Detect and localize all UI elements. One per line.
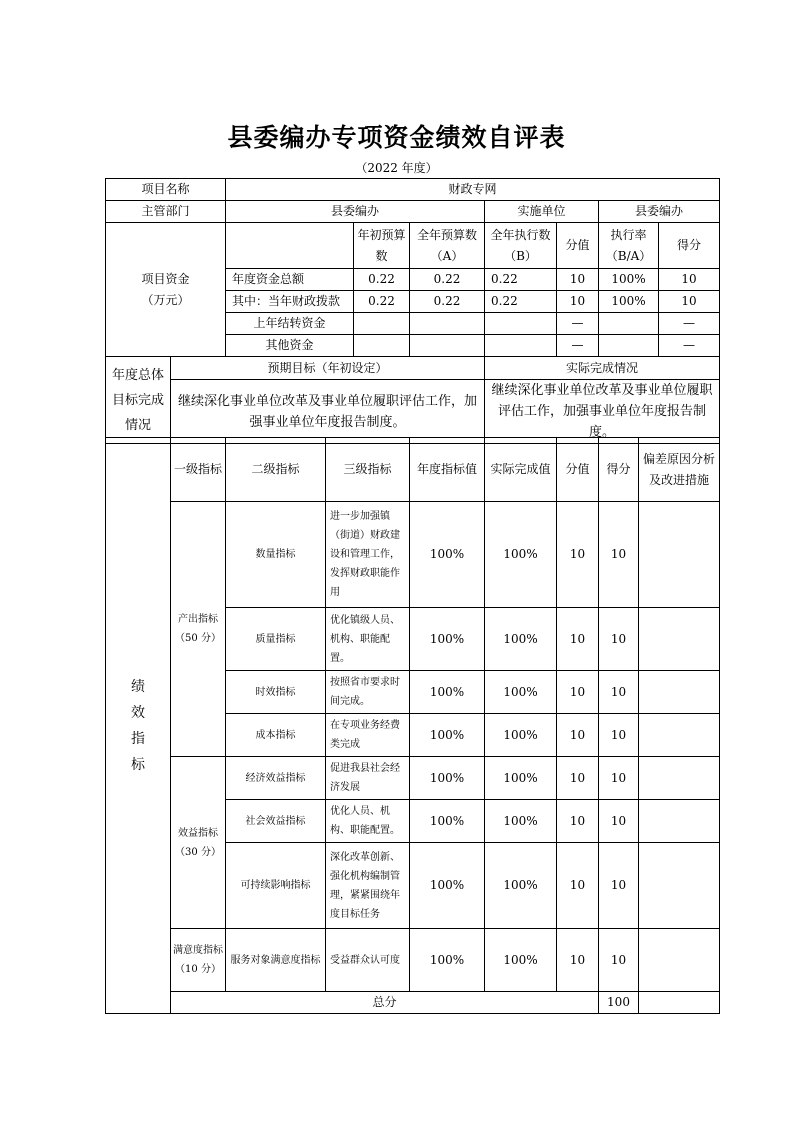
target-cell: 100% [410, 929, 485, 992]
header-level3: 三级指标 [326, 438, 410, 502]
annual-goals-label: 年度总体目标完成情况 [106, 357, 171, 444]
funds-header: 全年执行数（B） [485, 223, 557, 269]
funds-label [106, 223, 226, 357]
funds-header: 分值 [557, 223, 599, 269]
project-name-value: 财政专网 [226, 179, 720, 201]
target-cell: 100% [410, 714, 485, 757]
funds-label-line2: （万元） [141, 292, 190, 307]
score-cell: 10 [599, 843, 639, 929]
funds-cell [410, 335, 485, 357]
expected-goal-label: 预期目标（年初设定） [171, 357, 485, 380]
level3-cell: 受益群众认可度 [326, 929, 410, 992]
actual-cell: 100% [485, 608, 557, 671]
target-cell: 100% [410, 843, 485, 929]
expected-goal-text: 继续深化事业单位改革及事业单位履职评估工作，加强事业单位年度报告制度。 [171, 380, 485, 444]
score-cell: 10 [599, 929, 639, 992]
dept-value: 县委编办 [226, 201, 485, 223]
funds-row-name: 其他资金 [226, 335, 354, 357]
group-benefit-label: 效益指标（30 分） [171, 757, 226, 929]
score-cell: 10 [599, 671, 639, 714]
score-cell: 10 [599, 800, 639, 843]
actual-cell: 100% [485, 502, 557, 608]
project-info-table [105, 178, 720, 444]
header-level2: 二级指标 [226, 438, 326, 502]
funds-cell: 10 [557, 291, 599, 313]
target-cell: 100% [410, 757, 485, 800]
dept-label: 主管部门 [106, 201, 226, 223]
impl-unit-value: 县委编办 [599, 201, 720, 223]
header-level1: 一级指标 [171, 438, 226, 502]
funds-cell [485, 313, 557, 335]
funds-cell: — [557, 335, 599, 357]
level2-cell: 社会效益指标 [226, 800, 326, 843]
actual-result-text: 继续深化事业单位改革及事业单位履职评估工作，加强事业单位年度报告制度。 [485, 380, 720, 444]
funds-cell: — [659, 313, 720, 335]
level2-cell: 可持续影响指标 [226, 843, 326, 929]
funds-header: 执行率（B/A） [599, 223, 659, 269]
page-title: 县委编办专项资金绩效自评表 [227, 123, 566, 152]
score-cell: 10 [599, 714, 639, 757]
actual-cell: 100% [485, 757, 557, 800]
funds-cell [599, 313, 659, 335]
funds-cell: 0.22 [354, 269, 410, 291]
funds-label-line1: 项目资金 [141, 271, 190, 286]
funds-cell: 0.22 [485, 291, 557, 313]
funds-cell: 0.22 [410, 291, 485, 313]
actual-cell: 100% [485, 671, 557, 714]
total-label: 总分 [171, 992, 599, 1014]
group-satisfaction-label: 满意度指标（10 分） [171, 929, 226, 992]
deviation-cell [639, 843, 720, 929]
header-target: 年度指标值 [410, 438, 485, 502]
actual-cell: 100% [485, 800, 557, 843]
funds-row-name: 年度资金总额 [226, 269, 354, 291]
actual-cell: 100% [485, 714, 557, 757]
level3-cell: 优化人员、机构、职能配置。 [326, 800, 410, 843]
funds-cell: 10 [659, 269, 720, 291]
funds-header-blank [226, 223, 354, 269]
total-score-blank [639, 992, 720, 1014]
deviation-cell [639, 800, 720, 843]
funds-cell: — [659, 335, 720, 357]
actual-result-label: 实际完成情况 [485, 357, 720, 380]
level2-cell: 成本指标 [226, 714, 326, 757]
actual-cell: 100% [485, 929, 557, 992]
funds-cell [485, 335, 557, 357]
value-cell: 10 [557, 714, 599, 757]
level3-cell: 促进我县社会经济发展 [326, 757, 410, 800]
funds-row-name: 上年结转资金 [226, 313, 354, 335]
value-cell: 10 [557, 502, 599, 608]
group-output-label: 产出指标（50 分） [171, 502, 226, 757]
level2-cell: 数量指标 [226, 502, 326, 608]
value-cell: 10 [557, 929, 599, 992]
level2-cell: 时效指标 [226, 671, 326, 714]
score-cell: 10 [599, 502, 639, 608]
actual-cell: 100% [485, 843, 557, 929]
target-cell: 100% [410, 608, 485, 671]
level3-cell: 深化改革创新、强化机构编制管理，紧紧围绕年度目标任务 [326, 843, 410, 929]
value-cell: 10 [557, 757, 599, 800]
funds-header: 得分 [659, 223, 720, 269]
target-cell: 100% [410, 502, 485, 608]
deviation-cell [639, 608, 720, 671]
funds-header: 全年预算数（A） [410, 223, 485, 269]
funds-cell: 10 [557, 269, 599, 291]
value-cell: 10 [557, 800, 599, 843]
funds-cell: 100% [599, 269, 659, 291]
score-cell: 10 [599, 757, 639, 800]
funds-cell: 100% [599, 291, 659, 313]
deviation-cell [639, 714, 720, 757]
header-score-value: 分值 [557, 438, 599, 502]
deviation-cell [639, 671, 720, 714]
page-subtitle: （2022 年度） [355, 161, 438, 175]
funds-cell [599, 335, 659, 357]
level2-cell: 质量指标 [226, 608, 326, 671]
impl-unit-label: 实施单位 [485, 201, 599, 223]
header-deviation: 偏差原因分析及改进措施 [639, 438, 720, 502]
level3-cell: 在专项业务经费类完成 [326, 714, 410, 757]
deviation-cell [639, 502, 720, 608]
level3-cell: 进一步加强镇（街道）财政建设和管理工作，发挥财政职能作用 [326, 502, 410, 608]
funds-cell: — [557, 313, 599, 335]
funds-cell: 0.22 [354, 291, 410, 313]
level2-cell: 经济效益指标 [226, 757, 326, 800]
funds-cell [354, 335, 410, 357]
score-cell: 10 [599, 608, 639, 671]
funds-cell: 10 [659, 291, 720, 313]
performance-indicators-table [105, 437, 720, 1014]
level3-cell: 按照省市要求时间完成。 [326, 671, 410, 714]
deviation-cell [639, 929, 720, 992]
level2-cell: 服务对象满意度指标 [226, 929, 326, 992]
target-cell: 100% [410, 671, 485, 714]
total-value: 100 [599, 992, 639, 1014]
header-actual: 实际完成值 [485, 438, 557, 502]
funds-row-name: 其中：当年财政拨款 [226, 291, 354, 313]
funds-header: 年初预算数 [354, 223, 410, 269]
level3-cell: 优化镇级人员、机构、职能配置。 [326, 608, 410, 671]
funds-cell [410, 313, 485, 335]
project-name-label: 项目名称 [106, 179, 226, 201]
target-cell: 100% [410, 800, 485, 843]
funds-cell: 0.22 [485, 269, 557, 291]
funds-cell [354, 313, 410, 335]
value-cell: 10 [557, 608, 599, 671]
funds-cell: 0.22 [410, 269, 485, 291]
value-cell: 10 [557, 671, 599, 714]
performance-section-label: 绩效指标 [106, 438, 171, 1014]
header-score: 得分 [599, 438, 639, 502]
value-cell: 10 [557, 843, 599, 929]
deviation-cell [639, 757, 720, 800]
